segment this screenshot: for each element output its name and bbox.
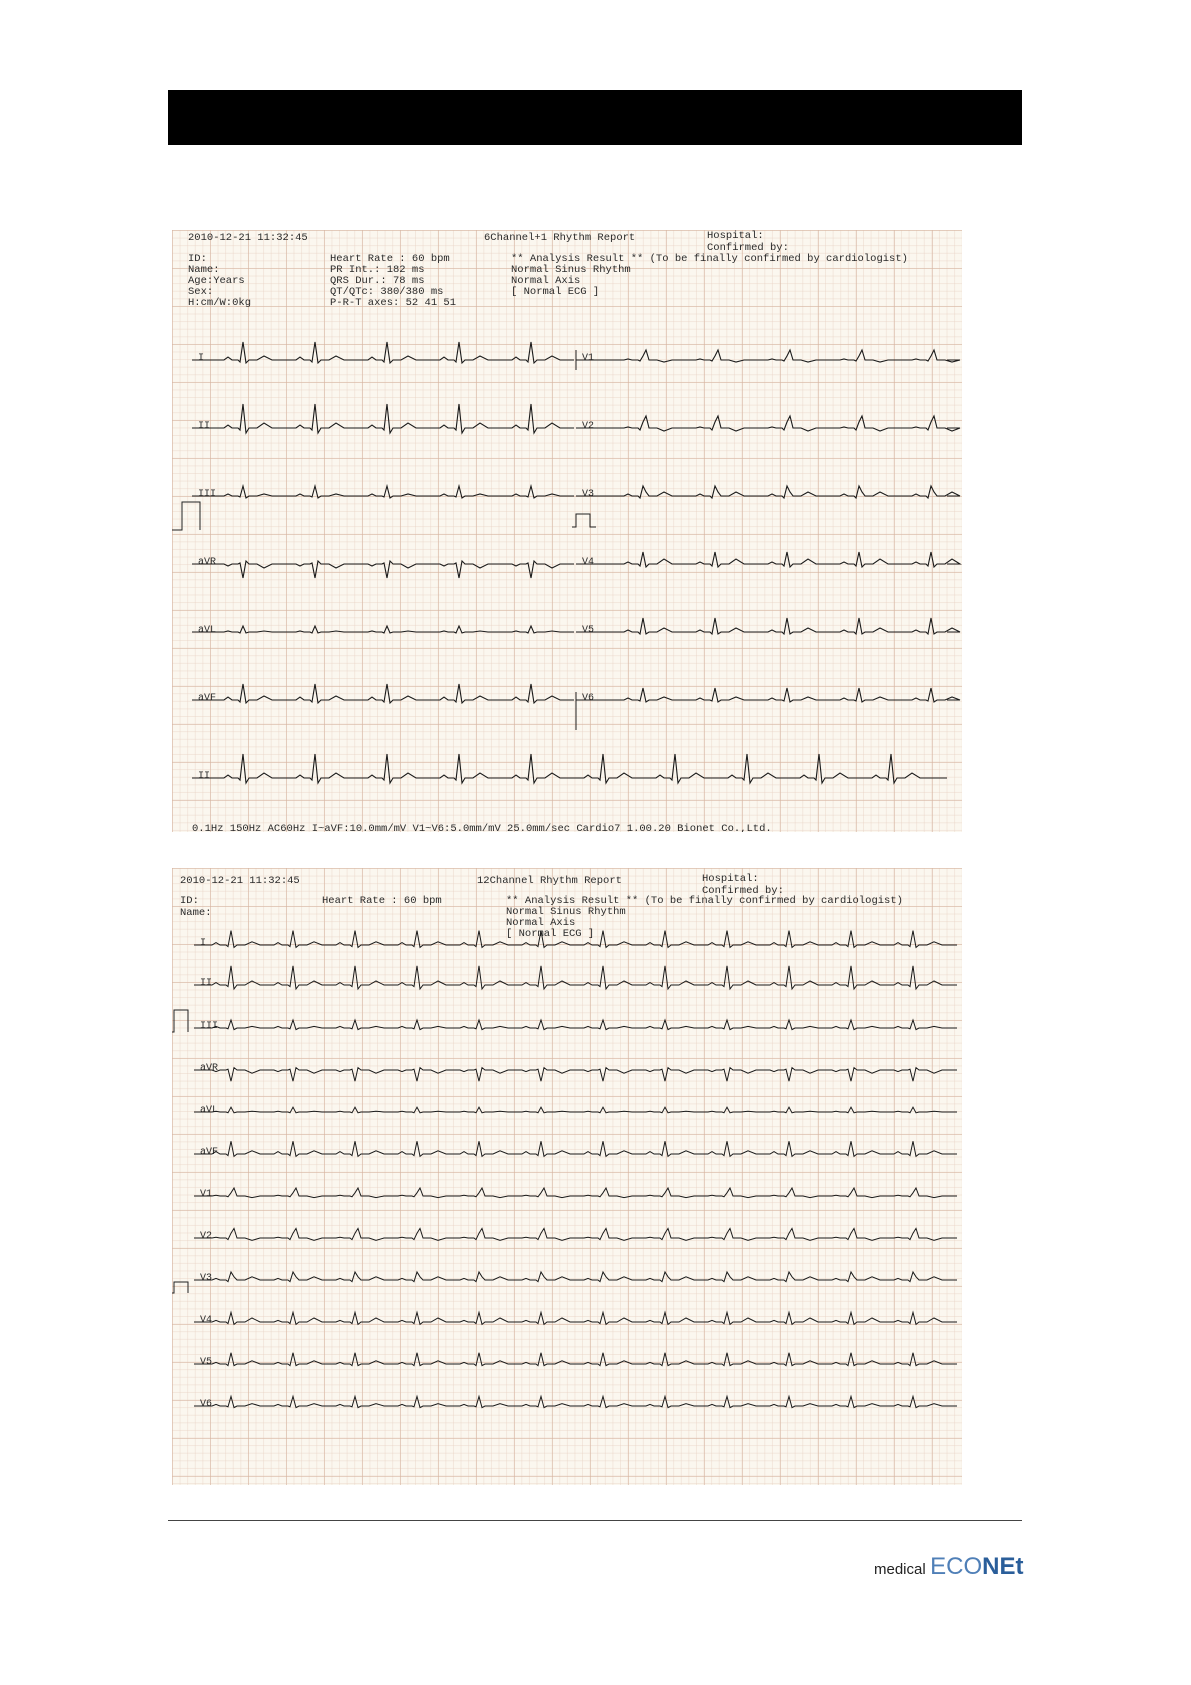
lead2-label-III: III — [200, 1021, 219, 1032]
lead-label-V5: V5 — [582, 625, 595, 636]
lead-label-V3: V3 — [582, 489, 595, 500]
ecg2-trace-V1 — [194, 1188, 957, 1198]
lead2-label-V4: V4 — [200, 1315, 213, 1326]
report1-finding-rhythm: Normal Sinus Rhythm — [511, 264, 631, 276]
lead-label-I: I — [198, 353, 205, 364]
report1-timestamp: 2010-12-21 11:32:45 — [188, 232, 308, 244]
report2-title: 12Channel Rhythm Report — [477, 875, 622, 887]
ecg2-trace-V5 — [194, 1353, 957, 1366]
logo-text-net — [982, 1553, 1023, 1580]
lead-label-aVR: aVR — [198, 557, 217, 568]
report1-height-weight: H:cm/W:0kg — [188, 297, 252, 309]
ecg-report-6channel — [172, 230, 962, 832]
ecg-trace-aVR — [192, 561, 574, 578]
report1-title: 6Channel+1 Rhythm Report — [484, 232, 636, 244]
report1-footer: 0.1Hz 150Hz AC60Hz I~aVF:10.0mm/mV V1~V6:5.0mm/mV 25.0mm/sec Cardio7 1.00.20 Bionet Co.,Ltd. — [192, 823, 772, 832]
ecg2-trace-V2 — [194, 1228, 957, 1240]
report2-finding-summary: [ Normal ECG ] — [506, 928, 595, 940]
ecg-trace-rhythm-II — [192, 754, 947, 783]
report2-name: Name: — [180, 907, 212, 919]
lead-label-II: II — [198, 421, 211, 432]
lead2-label-I: I — [200, 938, 207, 949]
lead2-label-V2: V2 — [200, 1231, 213, 1242]
lead-label-rhythm-II: II — [198, 771, 211, 782]
report2-confirmed-by: Confirmed by: — [702, 885, 784, 897]
ecg-trace-II — [192, 404, 574, 433]
calibration-pulse-chest — [172, 1282, 188, 1293]
footer-divider — [168, 1520, 1022, 1521]
ecg-trace-V1 — [576, 350, 960, 362]
medical-econet-logo — [874, 1553, 1024, 1581]
lead2-label-II: II — [200, 978, 213, 989]
lead-label-V1: V1 — [582, 353, 595, 364]
report1-name: Name: — [188, 264, 220, 276]
lead-label-aVL: aVL — [198, 625, 217, 636]
report2-finding-axis: Normal Axis — [506, 917, 576, 929]
report1-finding-summary: [ Normal ECG ] — [511, 286, 600, 298]
report1-pr-interval: PR Int.: 182 ms — [330, 264, 425, 276]
ecg2-trace-II — [194, 966, 957, 989]
report1-qrs-duration: QRS Dur.: 78 ms — [330, 275, 425, 287]
report1-qt-qtc: QT/QTc: 380/380 ms — [330, 286, 444, 298]
report2-id: ID: — [180, 895, 199, 907]
ecg-report-12channel — [172, 868, 962, 1485]
report1-heart-rate: Heart Rate : 60 bpm — [330, 253, 450, 265]
ecg-trace-III — [192, 486, 574, 498]
report2-hospital: Hospital: — [702, 873, 759, 885]
lead-label-III: III — [198, 489, 217, 500]
report2-analysis-header: ** Analysis Result ** (To be finally confirmed by cardiologist) — [506, 895, 903, 907]
report2-timestamp: 2010-12-21 11:32:45 — [180, 875, 300, 887]
ecg-trace-V4 — [576, 552, 960, 567]
ecg2-trace-aVR — [194, 1068, 957, 1082]
report1-sex: Sex: — [188, 286, 214, 298]
lead2-label-V6: V6 — [200, 1399, 213, 1410]
calibration-pulse-right — [572, 514, 596, 527]
report1-confirmed-by: Confirmed by: — [707, 242, 789, 254]
report2-finding-rhythm: Normal Sinus Rhythm — [506, 906, 626, 918]
ecg-trace-V3 — [576, 486, 960, 498]
ecg-trace-V6 — [576, 688, 960, 702]
lead-label-V4: V4 — [582, 557, 595, 568]
ecg-trace-V5 — [576, 618, 960, 634]
ecg-trace-aVL — [192, 626, 574, 633]
report1-finding-axis: Normal Axis — [511, 275, 581, 287]
ecg2-trace-V4 — [194, 1312, 957, 1324]
report1-analysis-header: ** Analysis Result ** (To be finally confirmed by cardiologist) — [511, 253, 908, 265]
ecg2-trace-V3 — [194, 1272, 957, 1282]
ecg2-trace-V6 — [194, 1396, 957, 1407]
lead2-label-aVF: aVF — [200, 1147, 219, 1158]
ecg-report-12channel-svg — [172, 868, 962, 1485]
ecg-trace-aVF — [192, 684, 574, 703]
calibration-pulse-limb — [172, 1010, 188, 1032]
ecg-report-6channel-svg — [172, 230, 962, 832]
lead2-label-V1: V1 — [200, 1189, 213, 1200]
lead-label-V6: V6 — [582, 693, 595, 704]
ecg-trace-I — [192, 342, 574, 363]
report1-hospital: Hospital: — [707, 230, 764, 242]
report1-id: ID: — [188, 253, 207, 265]
lead2-label-aVL: aVL — [200, 1105, 219, 1116]
lead2-label-V5: V5 — [200, 1357, 213, 1368]
lead2-label-aVR: aVR — [200, 1063, 219, 1074]
logo-text-medical: medical — [874, 1561, 926, 1578]
report1-prt-axes: P-R-T axes: 52 41 51 — [330, 297, 457, 309]
report1-age: Age:Years — [188, 275, 245, 287]
calibration-pulse-left — [172, 502, 200, 530]
ecg2-trace-aVF — [194, 1141, 957, 1156]
lead-label-V2: V2 — [582, 421, 595, 432]
logo-text-net-strong: NEt — [982, 1553, 1024, 1580]
lead2-label-V3: V3 — [200, 1273, 213, 1284]
lead-label-aVF: aVF — [198, 693, 217, 704]
ecg2-trace-III — [194, 1020, 957, 1030]
report2-heart-rate: Heart Rate : 60 bpm — [322, 895, 442, 907]
ecg-trace-V2 — [576, 416, 960, 431]
ecg2-trace-aVL — [194, 1107, 957, 1113]
logo-text-eco: ECO — [930, 1553, 983, 1580]
title-bar — [168, 90, 1022, 145]
